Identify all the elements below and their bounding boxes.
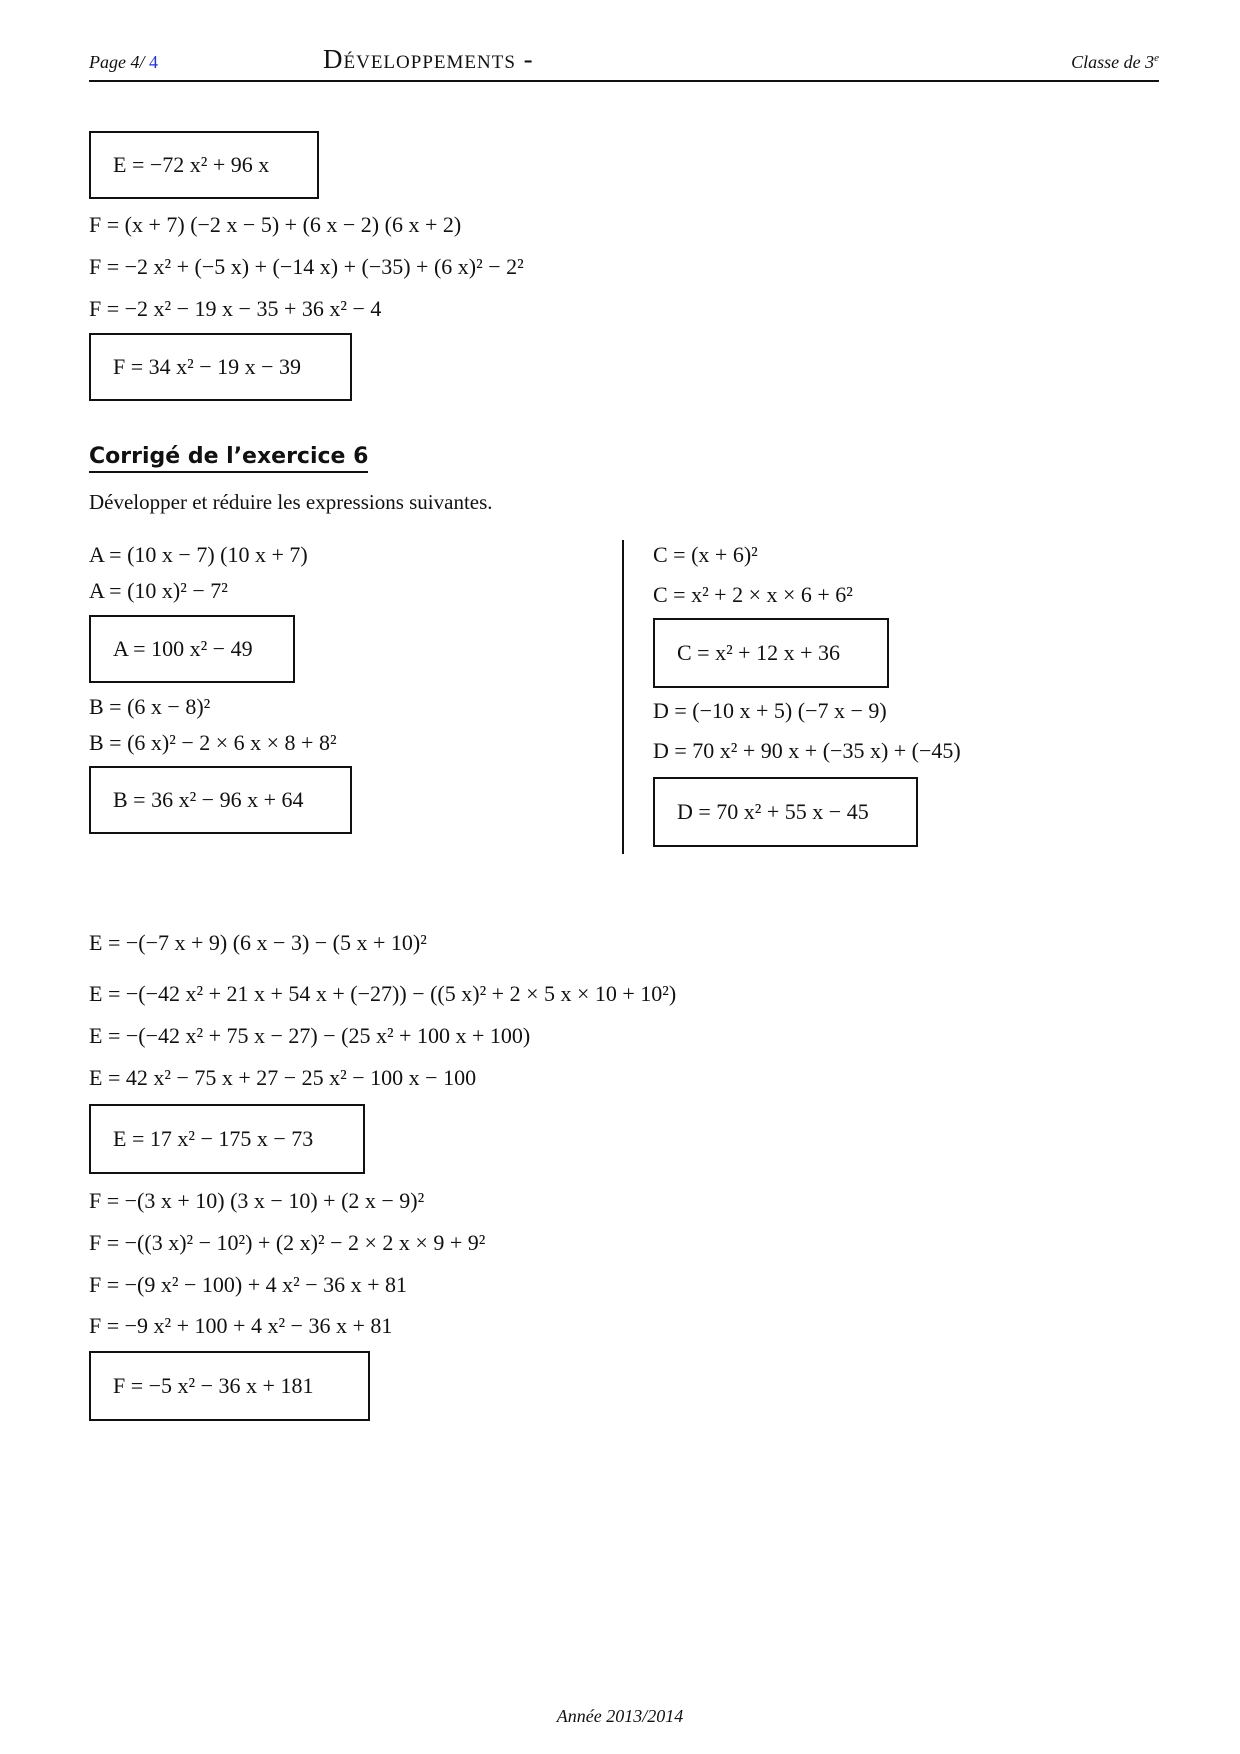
page-total-link[interactable]: 4: [149, 52, 158, 72]
b-line-2: B = (6 x)² − 2 × 6 x × 8 + 8²: [89, 730, 337, 755]
f-line-3: F = −2 x² − 19 x − 35 + 36 x² − 4: [89, 296, 382, 321]
f6-result-box: F = −5 x² − 36 x + 181: [89, 1351, 370, 1421]
footer-year: Année 2013/2014: [556, 1706, 684, 1726]
d-line-1: D = (−10 x + 5) (−7 x − 9): [653, 698, 887, 723]
class-text: Classe de 3: [1071, 52, 1155, 72]
e-result-box: E = −72 x² + 96 x: [89, 131, 319, 199]
e-result-box: E = 17 x² − 175 x − 73: [89, 1104, 365, 1174]
f-line-1: F = (x + 7) (−2 x − 5) + (6 x − 2) (6 x + 2): [89, 212, 462, 237]
e-line-3: E = −(−42 x² + 75 x − 27) − (25 x² + 100 x + 100): [89, 1023, 531, 1048]
a-result-box: A = 100 x² − 49: [89, 615, 295, 683]
f6-line-3: F = −(9 x² − 100) + 4 x² − 36 x + 81: [89, 1272, 408, 1297]
c-line-2: C = x² + 2 × x × 6 + 6²: [653, 582, 853, 607]
exercise6-instruction: Développer et réduire les expressions suivantes.: [89, 490, 493, 514]
page-prefix: Page 4/: [89, 52, 145, 72]
b-line-1: B = (6 x − 8)²: [89, 694, 211, 719]
d-line-2: D = 70 x² + 90 x + (−35 x) + (−45): [653, 738, 961, 763]
e-line-2: E = −(−42 x² + 21 x + 54 x + (−27)) − ((5 x)² + 2 × 5 x × 10 + 10²): [89, 981, 677, 1006]
exercise6-title: Corrigé de l’exercice 6: [89, 444, 368, 473]
page-header: [89, 44, 1159, 82]
a-line-1: A = (10 x − 7) (10 x + 7): [89, 542, 308, 567]
class-label: [1071, 52, 1159, 73]
a-line-2: A = (10 x)² − 7²: [89, 578, 228, 603]
f6-line-4: F = −9 x² + 100 + 4 x² − 36 x + 81: [89, 1313, 393, 1338]
f6-line-2: F = −((3 x)² − 10²) + (2 x)² − 2 × 2 x × 9 + 9²: [89, 1230, 486, 1255]
document-title: Développements -: [323, 44, 534, 74]
e-line-1: E = −(−7 x + 9) (6 x − 3) − (5 x + 10)²: [89, 930, 427, 955]
f6-line-1: F = −(3 x + 10) (3 x − 10) + (2 x − 9)²: [89, 1188, 425, 1213]
b-result-box: B = 36 x² − 96 x + 64: [89, 766, 352, 834]
page-number: [89, 52, 158, 73]
c-result-box: C = x² + 12 x + 36: [653, 618, 889, 688]
f-line-2: F = −2 x² + (−5 x) + (−14 x) + (−35) + (6 x)² − 2²: [89, 254, 524, 279]
c-line-1: C = (x + 6)²: [653, 542, 758, 567]
class-sup: e: [1154, 52, 1159, 64]
d-result-box: D = 70 x² + 55 x − 45: [653, 777, 918, 847]
column-divider: [622, 540, 624, 854]
e-line-4: E = 42 x² − 75 x + 27 − 25 x² − 100 x − 100: [89, 1065, 477, 1090]
f-result-box: F = 34 x² − 19 x − 39: [89, 333, 352, 401]
